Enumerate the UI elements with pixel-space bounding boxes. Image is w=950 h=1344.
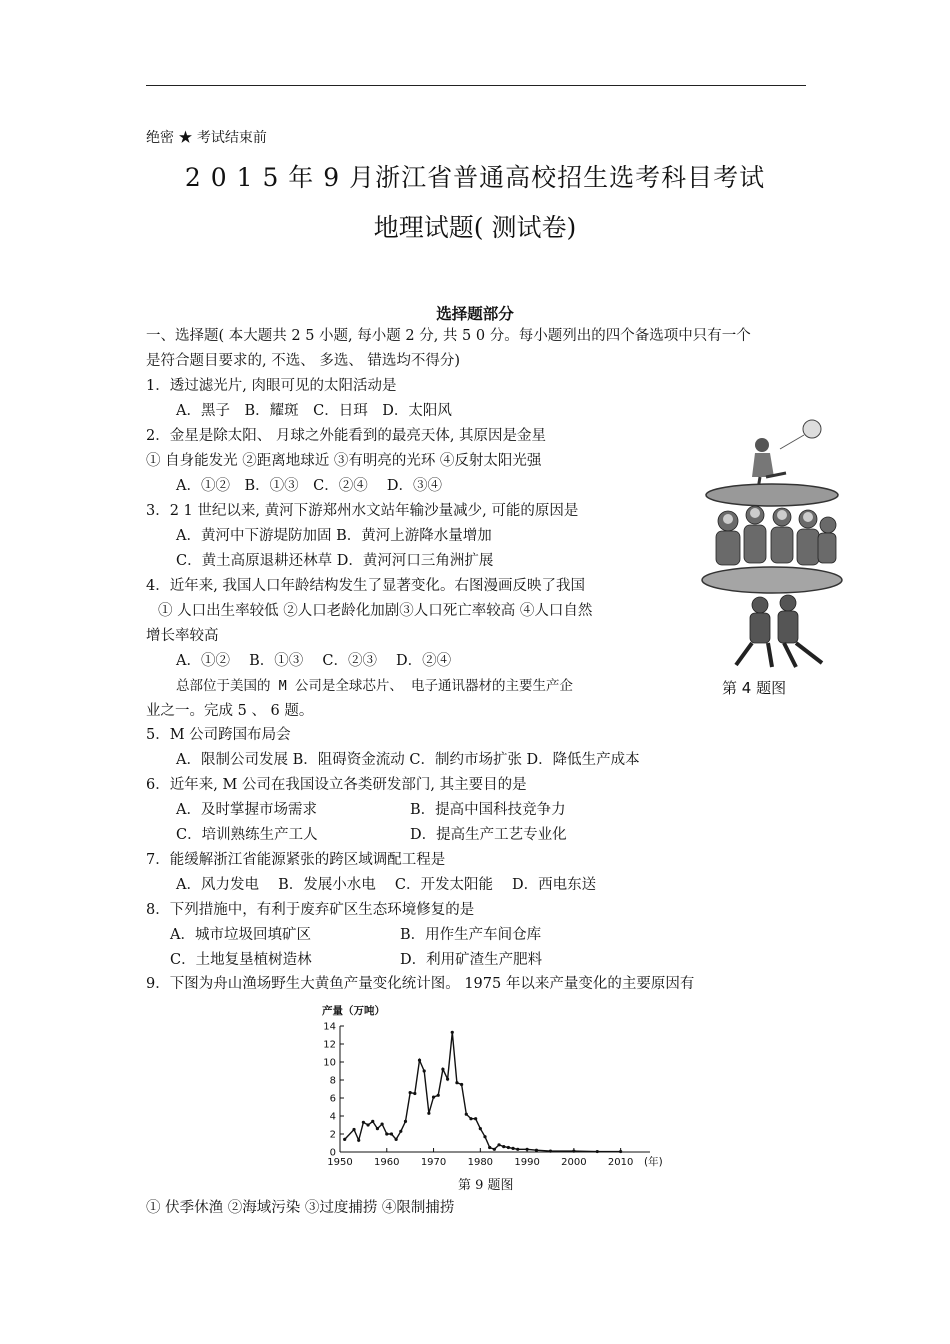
data-point [525,1148,528,1151]
exam-subtitle: 地理试题( 测试卷) [373,213,577,242]
chart-xlabel: (年) [644,1156,663,1168]
q4-items-1: ① 人口出生率较低 ②人口老龄化加剧③人口死亡率较高 ④人口自然 [158,603,593,619]
data-point [455,1081,458,1084]
q7-stem: 7．能缓解浙江省能源紧张的跨区域调配工程是 [146,852,446,868]
q9-items: ① 伏季休渔 ②海域污染 ③过度捕捞 ④限制捕捞 [146,1200,455,1216]
data-point [474,1117,477,1120]
data-point [371,1120,374,1123]
q2-items: ① 自身能发光 ②距离地球近 ③有明亮的光环 ④反射太阳光强 [146,453,542,469]
q3-options-cd: C．黄土高原退耕还林草 D．黄河河口三角洲扩展 [176,553,494,569]
q1-stem: 1．透过滤光片, 肉眼可见的太阳活动是 [146,378,397,394]
data-point [479,1127,482,1130]
data-point [390,1132,393,1135]
q56-intro-2: 业之一。完成 5 、 6 题。 [146,703,314,719]
y-tick-label: 12 [323,1039,336,1051]
data-point [493,1148,496,1151]
data-point [596,1150,599,1153]
q6-option-a: A．及时掌握市场需求 [176,802,317,818]
exam-title: 2 0 1 5 年 9 月浙江省普通高校招生选考科目考试 [184,163,766,192]
data-point [572,1150,575,1153]
data-point [441,1068,444,1071]
q6-option-c: C．培训熟练生产工人 [176,827,318,843]
y-tick-label: 8 [329,1075,336,1087]
q4-options: A．①② B．①③ C．②③ D．②④ [176,653,452,669]
data-point [507,1146,510,1149]
instructions-line-2: 是符合题目要求的, 不选、 多选、 错选均不得分) [146,353,461,369]
q8-option-c: C．土地复垦植树造林 [170,952,312,968]
x-tick-label: 1990 [514,1157,540,1168]
data-point [511,1147,514,1150]
fish-production-chart [300,1000,670,1172]
q4-items-2: 增长率较高 [146,628,219,644]
q2-stem: 2．金星是除太阳、 月球之外能看到的最亮天体, 其原因是金星 [146,428,547,444]
data-point [497,1143,500,1146]
q8-option-a: A．城市垃圾回填矿区 [170,927,311,943]
q8-option-d: D．利用矿渣生产肥料 [400,952,543,968]
data-point [427,1112,430,1115]
instructions-line-1: 一、选择题( 本大题共 2 5 小题, 每小题 2 分, 共 5 0 分。每小题列出的四个备选项中只有一个 [146,328,751,344]
data-point [437,1094,440,1097]
data-point [451,1031,454,1034]
q8-option-b: B．用作生产车间仓库 [400,927,542,943]
population-cartoon-image [700,415,845,673]
q56-intro-1: 总部位于美国的 M 公司是全球芯片、 电子通讯器材的主要生产企 [176,678,574,694]
data-point [385,1132,388,1135]
q5-stem: 5．M 公司跨国布局会 [146,727,291,743]
y-tick-label: 10 [323,1057,336,1069]
y-tick-label: 6 [329,1093,336,1105]
q9-stem: 9．下图为舟山渔场野生大黄鱼产量变化统计图。 1975 年以来产量变化的主要原因有 [146,976,695,992]
data-point [619,1150,622,1153]
data-point [516,1148,519,1151]
data-point [399,1130,402,1133]
q5-options: A．限制公司发展 B．阻碍资金流动 C．制约市场扩张 D．降低生产成本 [176,752,640,768]
data-point [432,1096,435,1099]
q6-option-b: B．提高中国科技竞争力 [410,802,566,818]
data-point [380,1123,383,1126]
q3-stem: 3．2 1 世纪以来, 黄河下游郑州水文站年输沙量减少, 可能的原因是 [146,503,579,519]
q7-options: A．风力发电 B．发展小水电 C．开发太阳能 D．西电东送 [176,877,597,893]
data-point [460,1083,463,1086]
section-heading: 选择题部分 [436,305,514,323]
data-point [376,1127,379,1130]
x-tick-label: 2010 [607,1157,634,1168]
q2-options: A．①② B．①③ C．②④ D．③④ [176,478,442,494]
x-tick-label: 1950 [327,1157,353,1168]
q1-options: A．黑子 B．耀斑 C．日珥 D．太阳风 [176,403,452,419]
data-point [343,1138,346,1141]
data-point [366,1123,369,1126]
chart-ylabel: 产量（万吨） [322,1005,385,1017]
data-point [362,1121,365,1124]
figure-4-caption: 第 4 题图 [722,679,787,697]
data-point [418,1059,421,1062]
data-point [502,1145,505,1148]
secrecy-label: 绝密 ★ 考试结束前 [146,130,267,146]
q3-options-ab: A．黄河中下游堤防加固 B．黄河上游降水量增加 [176,528,492,544]
x-tick-label: 1960 [374,1157,400,1168]
q6-option-d: D．提高生产工艺专业化 [410,827,567,843]
y-tick-label: 0 [329,1147,336,1159]
q8-stem: 8．下列措施中，有利于废弃矿区生态环境修复的是 [146,902,475,918]
data-point [413,1092,416,1095]
data-point [483,1135,486,1138]
data-point [404,1120,407,1123]
data-point [446,1078,449,1081]
data-point [549,1150,552,1153]
data-point [409,1091,412,1094]
data-point [395,1138,398,1141]
x-tick-label: 1970 [420,1157,447,1168]
y-tick-label: 2 [329,1129,336,1141]
data-point [423,1069,426,1072]
data-point [535,1149,538,1152]
data-point [352,1128,355,1131]
production-series-points [343,1031,622,1153]
y-tick-label: 4 [329,1111,336,1123]
data-point [488,1146,491,1149]
x-tick-label: 1980 [467,1157,494,1168]
chart-y-ticks [323,1022,344,1159]
figure-9-caption: 第 9 题图 [458,1178,514,1193]
data-point [357,1139,360,1142]
data-point [465,1113,468,1116]
data-point [469,1117,472,1120]
q6-stem: 6．近年来, M 公司在我国设立各类研发部门, 其主要目的是 [146,777,527,793]
q4-stem: 4．近年来, 我国人口年龄结构发生了显著变化。右图漫画反映了我国 [146,578,585,594]
y-tick-label: 14 [323,1021,336,1033]
x-tick-label: 2000 [561,1157,587,1168]
top-rule [146,85,806,86]
